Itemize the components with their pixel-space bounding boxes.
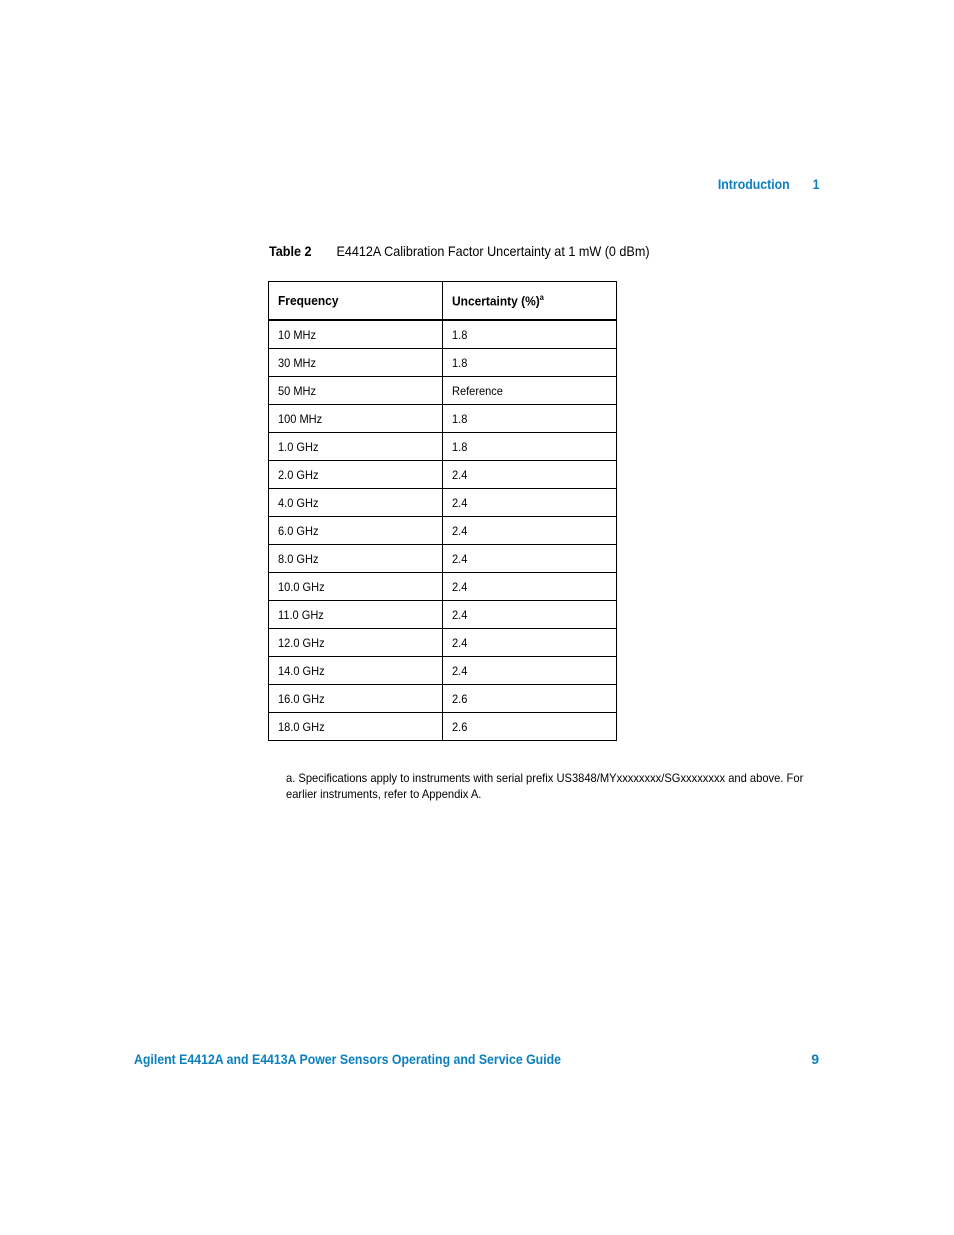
table-row: [269, 601, 617, 629]
uncertainty-header-label: Uncertainty (%): [452, 293, 541, 309]
frequency-cell: 100 MHz: [269, 405, 443, 433]
uncertainty-cell: 2.4: [443, 489, 617, 517]
frequency-cell: 6.0 GHz: [269, 517, 443, 545]
uncertainty-cell: 2.6: [443, 685, 617, 713]
table-row: [269, 377, 617, 405]
uncertainty-cell: 2.4: [443, 517, 617, 545]
table-header-row: [269, 282, 617, 321]
table-body: [269, 320, 617, 741]
table-caption-label: Table 2: [269, 243, 312, 259]
chapter-number: 1: [812, 176, 819, 192]
uncertainty-cell: Reference: [443, 377, 617, 405]
frequency-cell: 4.0 GHz: [269, 489, 443, 517]
uncertainty-cell: 2.4: [443, 545, 617, 573]
uncertainty-cell: 1.8: [443, 349, 617, 377]
column-header-uncertainty: [443, 282, 617, 321]
section-title: Introduction: [717, 176, 790, 192]
table-row: [269, 489, 617, 517]
table-row: [269, 573, 617, 601]
uncertainty-cell: 2.4: [443, 601, 617, 629]
frequency-cell: 14.0 GHz: [269, 657, 443, 685]
uncertainty-cell: 2.4: [443, 573, 617, 601]
frequency-cell: 8.0 GHz: [269, 545, 443, 573]
frequency-cell: 10 MHz: [269, 320, 443, 349]
frequency-cell: 18.0 GHz: [269, 713, 443, 741]
frequency-cell: 16.0 GHz: [269, 685, 443, 713]
uncertainty-cell: 1.8: [443, 433, 617, 461]
table-row: [269, 685, 617, 713]
uncertainty-cell: 2.6: [443, 713, 617, 741]
table-row: [269, 657, 617, 685]
column-header-frequency: Frequency: [269, 282, 443, 321]
frequency-cell: 30 MHz: [269, 349, 443, 377]
frequency-cell: 12.0 GHz: [269, 629, 443, 657]
uncertainty-cell: 2.4: [443, 461, 617, 489]
frequency-cell: 1.0 GHz: [269, 433, 443, 461]
uncertainty-cell: 1.8: [443, 405, 617, 433]
frequency-cell: 50 MHz: [269, 377, 443, 405]
frequency-cell: 2.0 GHz: [269, 461, 443, 489]
running-header: [717, 176, 819, 192]
table-row: [269, 433, 617, 461]
table-row: [269, 405, 617, 433]
table-caption: [269, 243, 650, 259]
table-row: [269, 517, 617, 545]
table-footnote: [286, 770, 816, 802]
footnote-text: a. Specifications apply to instruments with serial prefix US3848/MYxxxxxxxx/SGxxxxxxxx and above. For earlier instruments, refer to Appendix A.: [286, 771, 804, 801]
footnote-marker: a: [540, 292, 545, 302]
frequency-cell: 10.0 GHz: [269, 573, 443, 601]
table-row: [269, 545, 617, 573]
table-caption-text: E4412A Calibration Factor Uncertainty at 1 mW (0 dBm): [336, 243, 650, 259]
table-row: [269, 320, 617, 349]
table-row: [269, 461, 617, 489]
page-number: 9: [811, 1051, 819, 1067]
uncertainty-cell: 1.8: [443, 320, 617, 349]
table-row: [269, 629, 617, 657]
guide-title: Agilent E4412A and E4413A Power Sensors Operating and Service Guide: [134, 1051, 562, 1067]
frequency-cell: 11.0 GHz: [269, 601, 443, 629]
uncertainty-cell: 2.4: [443, 629, 617, 657]
calibration-uncertainty-table: [268, 281, 617, 741]
table-row: [269, 713, 617, 741]
table-row: [269, 349, 617, 377]
uncertainty-cell: 2.4: [443, 657, 617, 685]
